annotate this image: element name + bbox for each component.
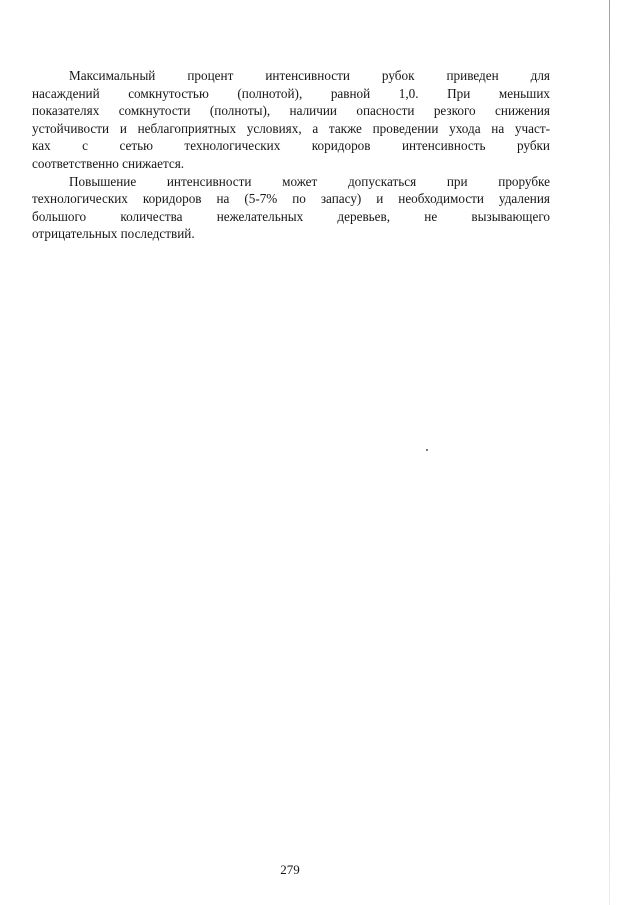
text-line: устойчивости и неблагоприятных условиях, а также проведении ухода на участ- <box>32 120 550 136</box>
paragraph-2 <box>32 173 550 243</box>
text-line: показателях сомкнутости (полноты), наличии опасности резкого снижения <box>32 103 550 119</box>
page-number: 279 <box>280 862 300 877</box>
body-text <box>32 67 550 243</box>
text-line: Повышение интенсивности может допускаться при прорубке <box>69 173 550 189</box>
paragraph-1 <box>32 67 550 173</box>
text-line: ках с сетью технологических коридоров интенсивность рубки <box>32 138 550 154</box>
text-line: отрицательных последствий. <box>32 226 195 242</box>
text-line: насаждений сомкнутостью (полнотой), равной 1,0. При меньших <box>32 85 550 101</box>
text-line: технологических коридоров на (5-7% по запасу) и необходимости удаления <box>32 191 550 207</box>
scan-edge-line <box>609 0 610 905</box>
scan-speck <box>426 449 428 451</box>
text-line: соответственно снижается. <box>32 155 185 171</box>
text-line: большого количества нежелательных деревьев, не вызывающего <box>32 208 550 224</box>
text-line: Максимальный процент интенсивности рубок приведен для <box>69 68 550 83</box>
